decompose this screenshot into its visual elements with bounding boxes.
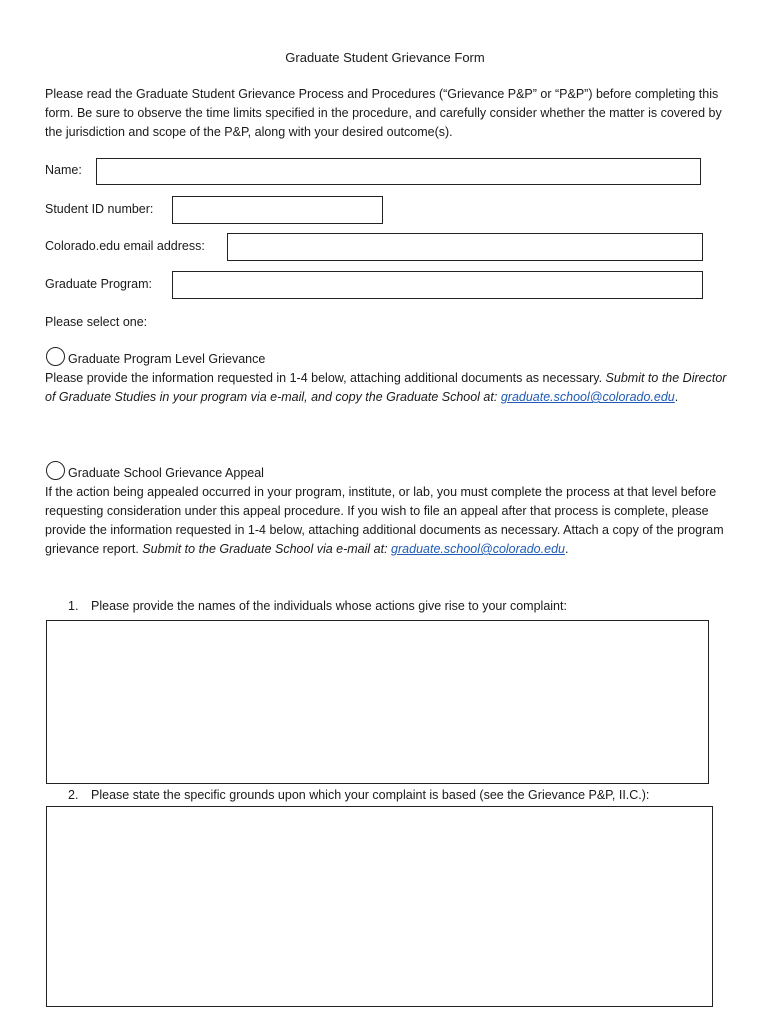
school-appeal-description (45, 483, 735, 559)
program-grievance-text: Please provide the information requested in 1-4 below, attaching additional documents as necessary. (45, 371, 603, 385)
name-field[interactable] (96, 158, 701, 185)
question-1-text: Please provide the names of the individuals whose actions give rise to your complaint: (91, 599, 567, 613)
question-1-answer-box[interactable] (46, 620, 709, 784)
school-appeal-text: If the action being appealed occurred in your program, institute, or lab, you must complete the process at that level before requesting consideration under this appeal procedure. If you wish to file an appeal after that process is complete, please provide the information requested in 1-4 below, attaching additional documents as necessary. Attach a copy of the program grievance report. (45, 485, 724, 556)
intro-paragraph: Please read the Graduate Student Grievance Process and Procedures (“Grievance P&P” or “P&P”) before completing this form. Be sure to observe the time limits specified in the procedure, and carefully consider whether the matter is covered by the jurisdiction and scope of the P&P, along with your desired outcome(s). (45, 87, 722, 139)
period: . (564, 542, 569, 556)
school-appeal-email-link[interactable]: graduate.school@colorado.edu (391, 542, 565, 556)
email-label: Colorado.edu email address: (45, 239, 205, 253)
name-label: Name: (45, 163, 82, 177)
program-field[interactable] (172, 271, 703, 299)
question-2-answer-box[interactable] (46, 806, 713, 1007)
question-2-text: Please state the specific grounds upon which your complaint is based (see the Grievance P&P, II.C.): (91, 788, 650, 802)
program-label: Graduate Program: (45, 277, 152, 291)
select-prompt: Please select one: (45, 315, 148, 329)
program-grievance-description (45, 369, 730, 407)
program-grievance-radio[interactable] (46, 347, 65, 366)
form-title: Graduate Student Grievance Form (285, 50, 485, 65)
question-1-number: 1. (68, 599, 79, 613)
school-appeal-radio[interactable] (46, 461, 65, 480)
question-2-number: 2. (68, 788, 79, 802)
email-field[interactable] (227, 233, 703, 261)
program-grievance-email-link[interactable]: graduate.school@colorado.edu (500, 390, 675, 404)
school-appeal-instruction: Submit to the Graduate School via e-mail at: (142, 542, 388, 556)
student-id-field[interactable] (172, 196, 383, 224)
student-id-label: Student ID number: (45, 202, 154, 216)
program-grievance-instruction: Submit to the Director of Graduate Studies in your program via e-mail, and copy the Graduate School at: (45, 371, 727, 404)
program-grievance-label: Graduate Program Level Grievance (68, 352, 266, 366)
period: . (674, 390, 679, 404)
school-appeal-label: Graduate School Grievance Appeal (68, 466, 264, 480)
